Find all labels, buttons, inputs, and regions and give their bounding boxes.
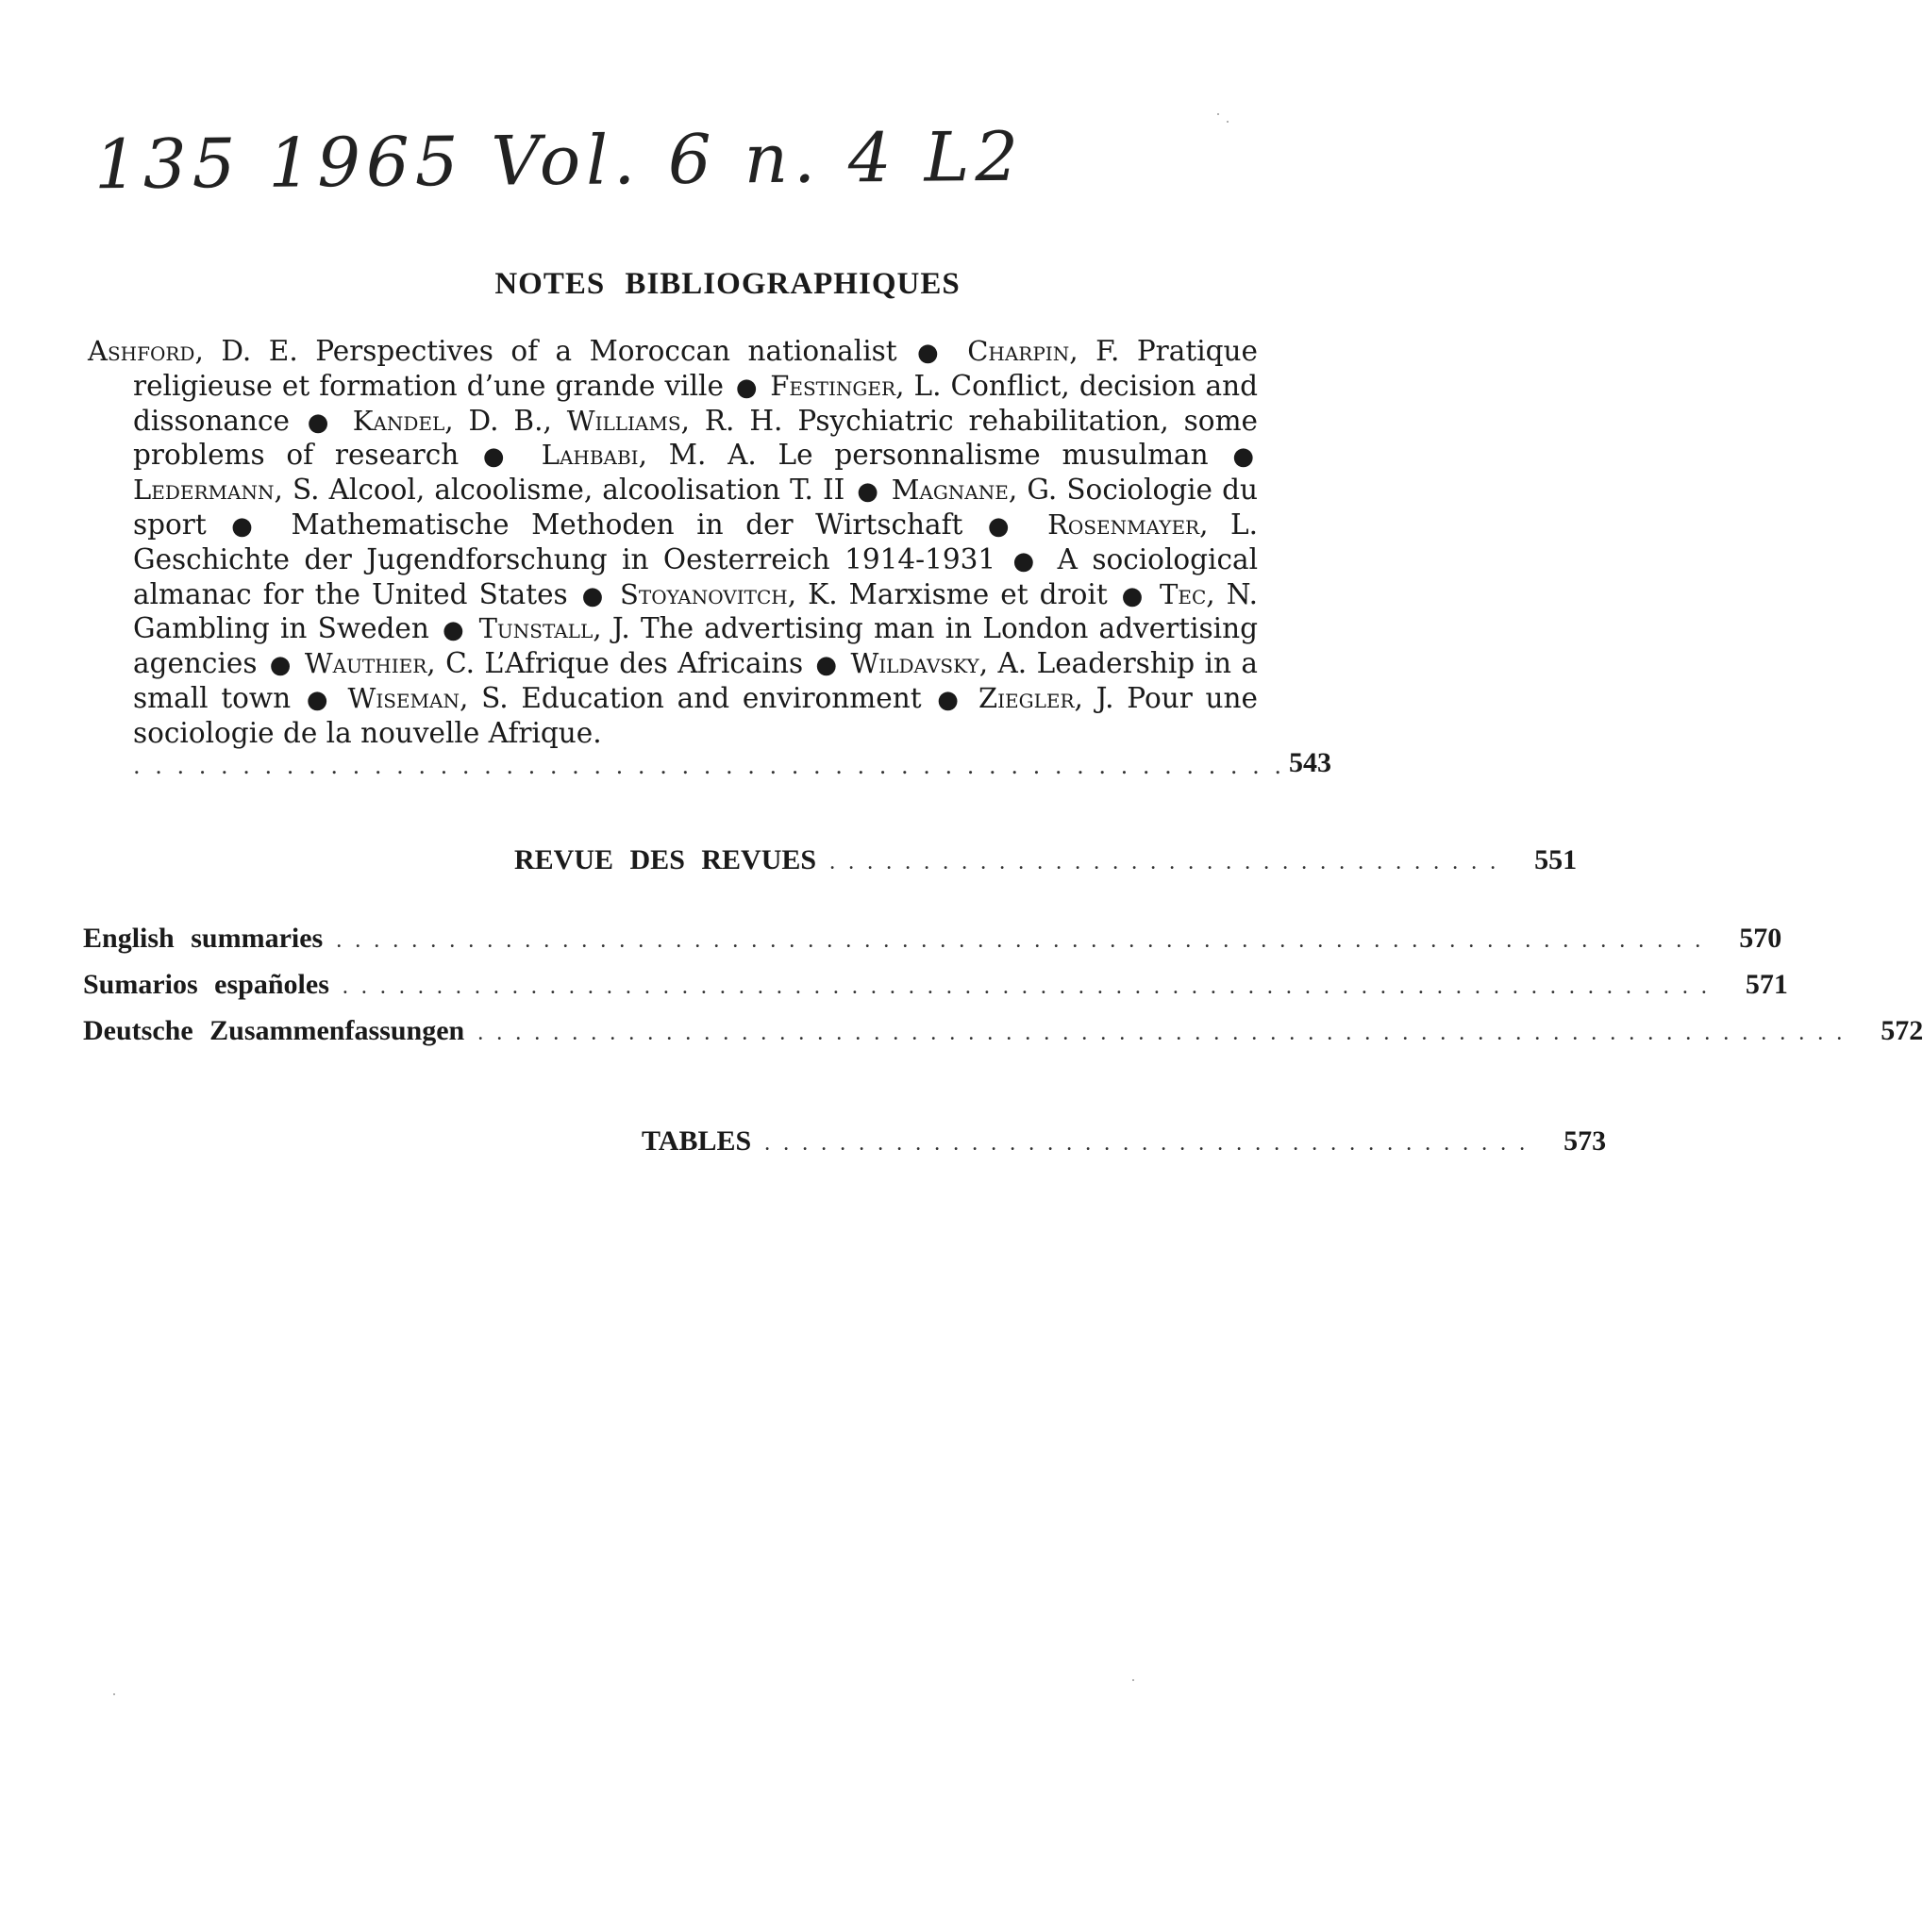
bibliography-entry <box>542 439 1209 471</box>
bullet-separator: ● <box>848 477 888 507</box>
dot-leader: . . . . . . . . . . . . . . . . . . . . . . . . . . . . . . . . . . . . <box>829 850 1500 874</box>
scan-speck <box>1217 113 1219 115</box>
bullet-separator: ● <box>260 651 301 680</box>
summary-label: Deutsche Zusammenfassungen <box>83 1015 465 1046</box>
entry-author: Kandel <box>352 404 445 437</box>
dot-leader: . . . . . . . . . . . . . . . . . . . . . . . . . . . . . . . . . . . . . . . . . . . . . . . . . . . . . . . . . . . . . . . . . . . . . . . . . <box>477 1021 1847 1045</box>
bullet-separator: ● <box>807 651 847 680</box>
entry-title: , F. Pratique religieuse et formation d’une grande ville <box>133 335 1259 402</box>
bullet-separator: ● <box>1212 442 1255 472</box>
entry-author: Charpin <box>967 335 1070 367</box>
bibliography-entry <box>348 682 922 714</box>
revue-page-number: 551 <box>1534 844 1578 875</box>
bullet-separator: ● <box>900 339 964 367</box>
summary-label: English summaries <box>83 923 324 954</box>
scan-speck <box>1227 121 1229 123</box>
summary-page-number: 572 <box>1881 1015 1923 1046</box>
bullet-separator: ● <box>571 581 617 610</box>
entry-author: Tec <box>1160 577 1207 610</box>
entry-author: Tunstall <box>478 612 594 645</box>
bibliography-leader <box>88 750 1286 783</box>
entry-author: Magnane <box>891 474 1009 507</box>
summary-label: Sumarios españoles <box>83 969 329 1000</box>
bullet-separator: ● <box>209 511 288 541</box>
bullet-separator: ● <box>727 373 767 402</box>
entry-title: A sociological almanac for the United States <box>133 542 1259 610</box>
bullet-separator: ● <box>293 408 349 437</box>
revue-label: REVUE DES REVUES <box>514 844 817 875</box>
entry-title: , N. Gambling in Sweden <box>133 577 1259 645</box>
entry-author: Festinger <box>770 369 896 402</box>
entry-author: Wauthier <box>304 647 427 680</box>
bullet-separator: ● <box>432 616 476 645</box>
entry-author: Stoyanovitch <box>620 577 788 610</box>
notes-bibliographiques-heading: NOTES BIBLIOGRAPHIQUES <box>494 267 961 301</box>
entry-title: , S. Alcool, alcoolisme, alcoolisation T. II <box>274 474 845 507</box>
tables-page-number: 573 <box>1563 1125 1607 1157</box>
scan-speck <box>1132 1679 1134 1681</box>
bibliography-paragraph <box>88 335 1258 750</box>
entry-title: , D. E. Perspectives of a Moroccan nationalist <box>194 335 897 367</box>
entry-title: , S. Education and environment <box>459 681 922 714</box>
entry-title: , A. Leadership in a small town <box>133 647 1258 714</box>
entry-author: Wiseman <box>347 681 460 714</box>
bibliography-entry <box>620 578 1108 610</box>
bullet-separator: ● <box>966 511 1045 541</box>
entry-author: Ziegler <box>978 681 1075 714</box>
entry-title: , K. Marxisme et droit <box>787 577 1108 610</box>
bibliography-entry <box>88 335 897 367</box>
summary-page-number: 571 <box>1745 969 1788 1000</box>
toc-row-summary <box>83 923 1782 955</box>
bibliography-entry <box>305 647 803 679</box>
bibliography-entries <box>88 335 1286 782</box>
bibliography-entry <box>133 474 844 506</box>
toc-row-revue <box>514 844 1578 876</box>
entry-author: Lahbabi <box>541 439 639 472</box>
entry-author: Ashford <box>88 335 195 367</box>
toc-row-summary <box>83 969 1788 1001</box>
scan-speck <box>113 1693 115 1695</box>
tables-label: TABLES <box>642 1125 752 1157</box>
dot-leader: . . . . . . . . . . . . . . . . . . . . . . . . . . . . . . . . . . . . . . . . . . . . . . . . . . . . . . . . . . . . . . . . . . . . . . . . . <box>342 974 1711 999</box>
entry-author: Rosenmayer <box>1047 508 1200 541</box>
handwritten-note: 135 1965 Vol. 6 n. 4 L2 <box>93 116 1025 205</box>
entry-title: , J. The advertising man in London advertising agencies <box>133 612 1258 680</box>
toc-row-summary <box>83 1015 1923 1047</box>
notes-page-number: 543 <box>1289 747 1331 778</box>
entry-title: , L. Conflict, decision and dissonance <box>133 369 1259 437</box>
bullet-separator: ● <box>462 442 538 472</box>
bibliography-entry <box>291 508 962 541</box>
dot-leader: . . . . . . . . . . . . . . . . . . . . . . . . . . . . . . . . . . . . . . . . . <box>764 1131 1530 1156</box>
entry-title: , L. Geschichte der Jugendforschung in Oesterreich 1914-1931 <box>133 508 1258 575</box>
dot-leader: . . . . . . . . . . . . . . . . . . . . . . . . . . . . . . . . . . . . . . . . . . . . . . . . . . . . . <box>133 752 1286 779</box>
entry-author: Ledermann <box>133 474 275 507</box>
bibliography-entry <box>353 405 567 437</box>
bullet-separator: ● <box>925 685 975 714</box>
entry-author: Wildavsky <box>850 647 979 680</box>
entry-title: , D. B., <box>444 404 567 437</box>
bullet-separator: ● <box>999 546 1054 575</box>
dot-leader: . . . . . . . . . . . . . . . . . . . . . . . . . . . . . . . . . . . . . . . . . . . . . . . . . . . . . . . . . . . . . . . . . . . . . . . . . <box>336 928 1705 953</box>
entry-title: Mathematische Methoden in der Wirtschaft <box>291 508 963 541</box>
entry-title: , G. Sociologie du sport <box>133 474 1258 541</box>
summary-page-number: 570 <box>1739 923 1782 954</box>
entry-title: , C. L’Afrique des Africains <box>426 647 804 680</box>
bullet-separator: ● <box>1111 581 1157 610</box>
entry-author: Williams <box>566 404 681 437</box>
toc-row-tables <box>642 1125 1607 1158</box>
entry-title: , R. H. Psychiatric rehabilitation, some problems of research <box>133 404 1258 472</box>
bullet-separator: ● <box>294 685 344 714</box>
entry-title: , J. Pour une sociologie de la nouvelle Afrique. <box>133 681 1259 749</box>
entry-title: , M. A. Le personnalisme musulman <box>638 439 1209 472</box>
